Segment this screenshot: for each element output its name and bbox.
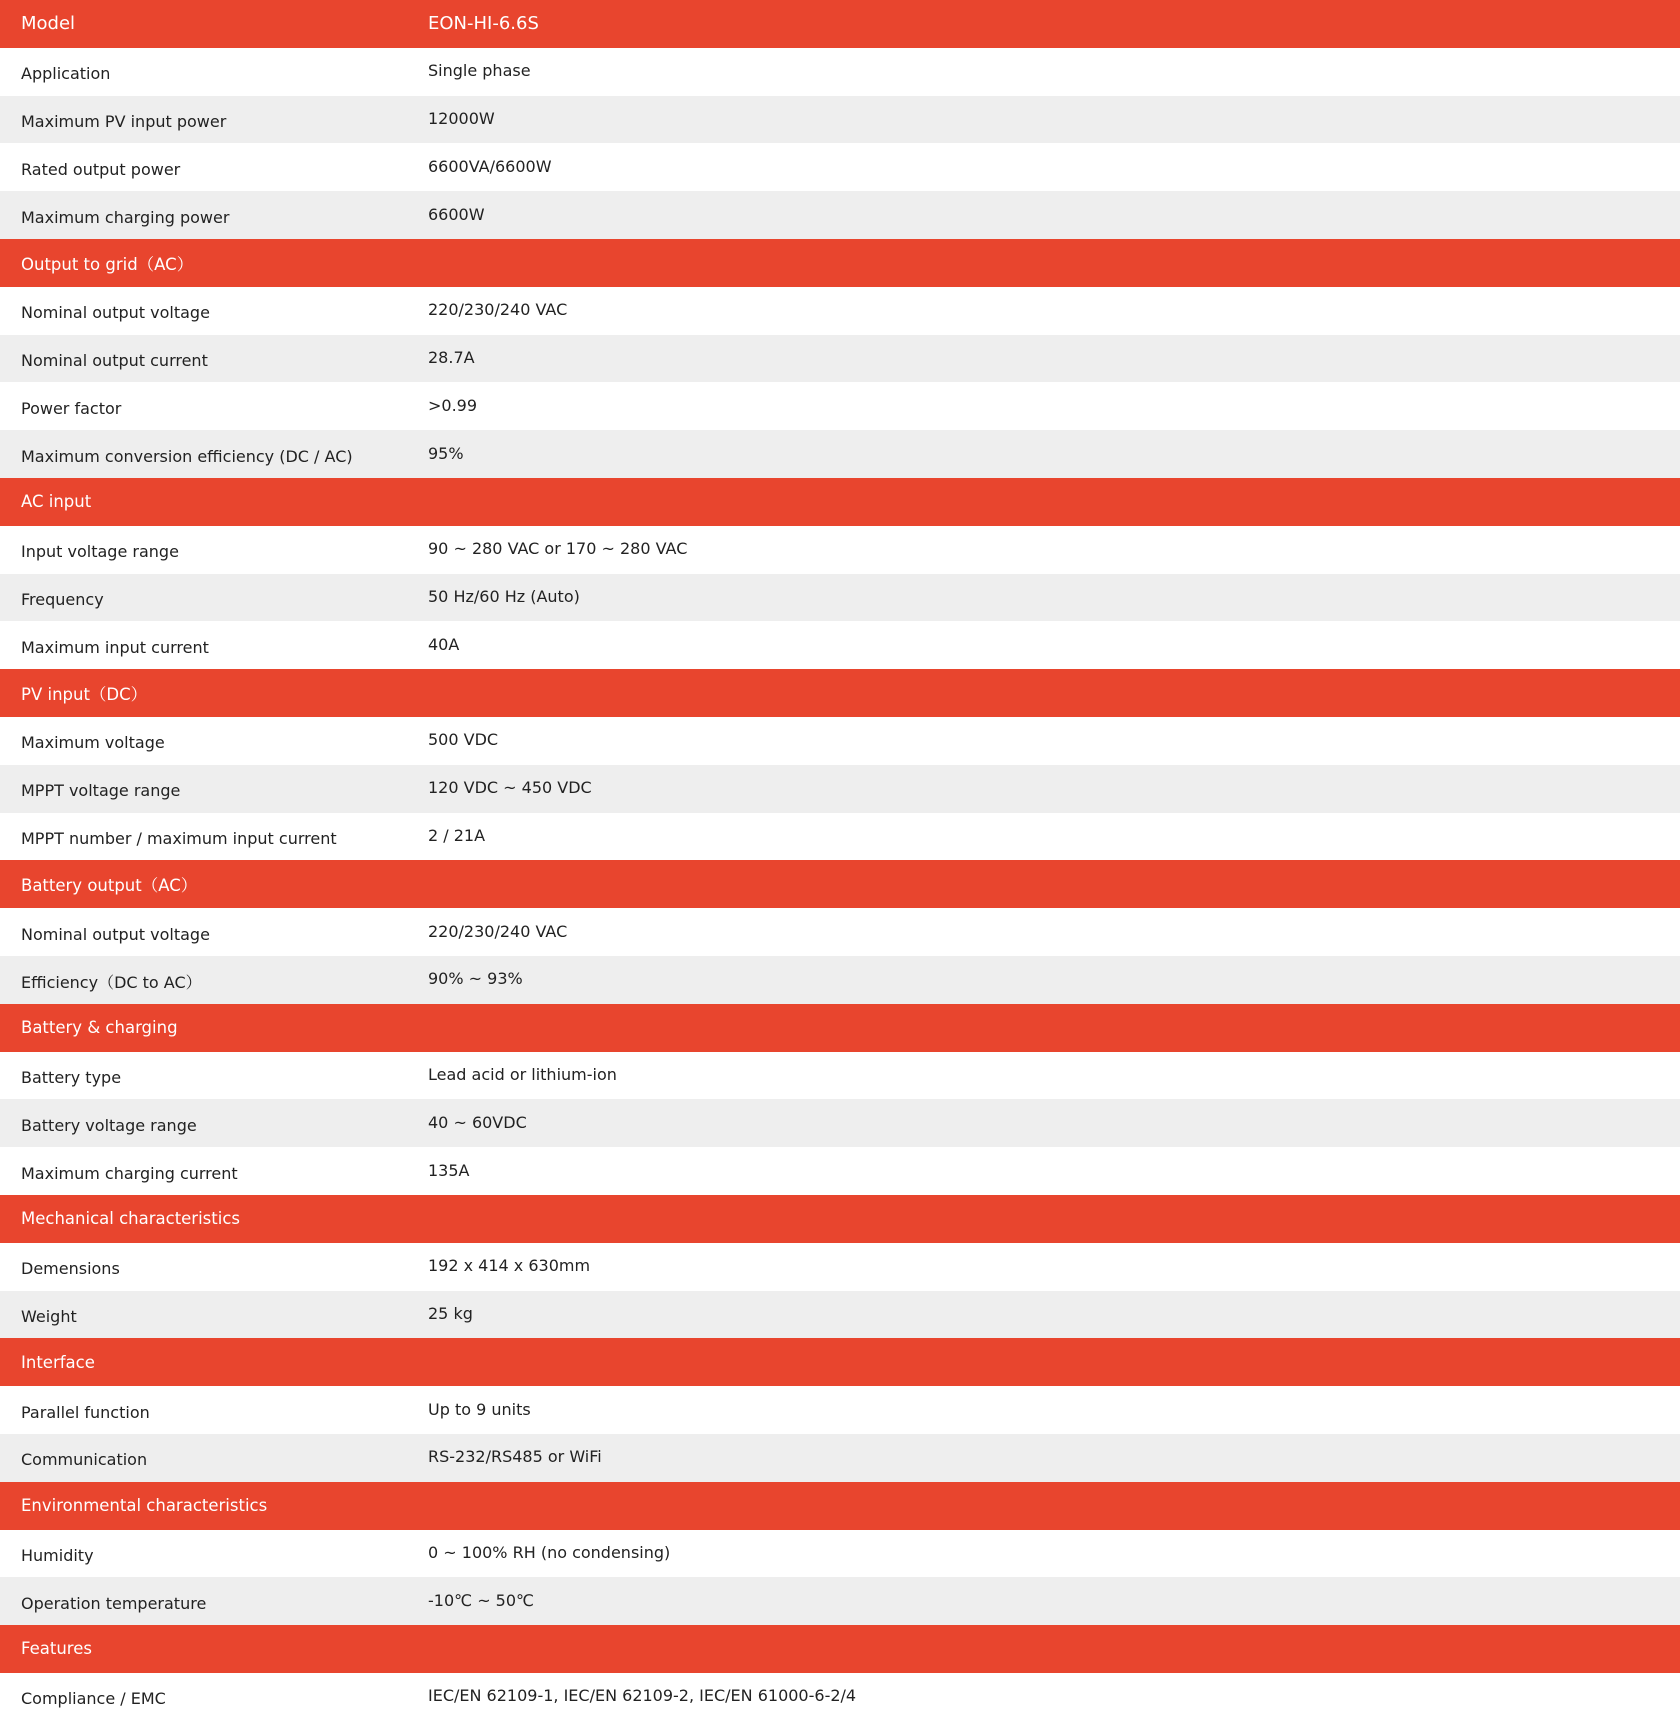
spec-row [0,574,1680,622]
spec-value: 28.7A [428,347,475,367]
section-header-row [0,1338,1680,1386]
section-header-row [0,478,1680,526]
spec-value: 40A [428,634,460,654]
spec-label: Nominal output voltage [21,303,210,323]
section-title: Battery output（AC） [21,876,198,896]
spec-row [0,813,1680,861]
spec-value: 192 x 414 x 630mm [428,1256,591,1276]
spec-label: Parallel function [21,1402,150,1422]
spec-value: Single phase [428,61,531,81]
spec-row [0,1099,1680,1147]
model-value: EON-HI-6.6S [428,13,539,35]
spec-value: >0.99 [428,395,478,415]
spec-value: 50 Hz/60 Hz (Auto) [428,586,580,606]
section-header-row [0,669,1680,717]
spec-row [0,1052,1680,1100]
spec-row [0,1147,1680,1195]
spec-label: Communication [21,1450,148,1470]
section-title: Model [21,13,76,35]
spec-label: Power factor [21,398,122,418]
section-header-row [0,1004,1680,1052]
section-title: PV input（DC） [21,685,148,705]
spec-row [0,1673,1680,1721]
spec-row [0,287,1680,335]
spec-value: RS-232/RS485 or WiFi [428,1447,602,1467]
spec-label: Compliance / EMC [21,1689,166,1709]
spec-row [0,526,1680,574]
spec-label: Nominal output current [21,350,208,370]
spec-row [0,1530,1680,1578]
spec-value: 6600W [428,204,485,224]
spec-row [0,908,1680,956]
spec-row [0,956,1680,1004]
spec-value: 220/230/240 VAC [428,921,568,941]
spec-row [0,96,1680,144]
spec-label: Maximum charging power [21,207,230,227]
spec-label: MPPT number / maximum input current [21,828,337,848]
spec-row [0,1434,1680,1482]
spec-row [0,382,1680,430]
spec-label: Application [21,64,111,84]
section-title: Environmental characteristics [21,1496,268,1516]
spec-row [0,430,1680,478]
section-header-row [0,239,1680,287]
spec-value: 90 ~ 280 VAC or 170 ~ 280 VAC [428,539,688,559]
spec-row [0,765,1680,813]
spec-value: 12000W [428,108,495,128]
spec-value: 90% ~ 93% [428,969,523,989]
spec-value: IEC/EN 62109-1, IEC/EN 62109-2, IEC/EN 61000-6-2/4 [428,1686,857,1706]
spec-label: Operation temperature [21,1593,207,1613]
spec-value: 0 ~ 100% RH (no condensing) [428,1542,671,1562]
spec-label: Maximum voltage [21,733,165,753]
section-title: AC input [21,492,92,512]
spec-label: Weight [21,1306,77,1326]
spec-value: 120 VDC ~ 450 VDC [428,778,592,798]
section-header-row [0,1625,1680,1673]
spec-label: Rated output power [21,159,181,179]
section-header-row [0,860,1680,908]
spec-value: 6600VA/6600W [428,156,552,176]
spec-value: 135A [428,1160,470,1180]
spec-label: Frequency [21,589,104,609]
spec-label: Efficiency（DC to AC） [21,973,202,993]
section-title: Battery & charging [21,1018,178,1038]
spec-value: 500 VDC [428,730,499,750]
spec-row [0,1386,1680,1434]
spec-label: Battery type [21,1067,122,1087]
spec-row [0,335,1680,383]
section-title: Interface [21,1352,95,1372]
spec-label: Humidity [21,1545,94,1565]
section-title: Mechanical characteristics [21,1209,240,1229]
spec-row [0,1243,1680,1291]
spec-label: MPPT voltage range [21,781,181,801]
spec-row [0,143,1680,191]
spec-label: Maximum charging current [21,1163,238,1183]
spec-row [0,717,1680,765]
spec-row [0,48,1680,96]
spec-row [0,191,1680,239]
spec-value: -10℃ ~ 50℃ [428,1590,535,1610]
spec-value: 95% [428,443,464,463]
spec-row [0,1291,1680,1339]
spec-label: Maximum conversion efficiency (DC / AC) [21,446,353,466]
spec-label: Maximum input current [21,637,209,657]
spec-label: Maximum PV input power [21,111,227,131]
spec-value: 25 kg [428,1303,473,1323]
section-header-row [0,1195,1680,1243]
section-title: Output to grid（AC） [21,254,194,274]
spec-row [0,621,1680,669]
spec-label: Demensions [21,1259,120,1279]
spec-label: Nominal output voltage [21,924,210,944]
spec-value: Up to 9 units [428,1399,531,1419]
section-header-row [0,1482,1680,1530]
spec-value: 40 ~ 60VDC [428,1112,527,1132]
spec-row [0,1577,1680,1625]
spec-label: Battery voltage range [21,1115,197,1135]
spec-value: 2 / 21A [428,825,486,845]
spec-value: 220/230/240 VAC [428,300,568,320]
section-title: Features [21,1639,92,1659]
spec-value: Lead acid or lithium-ion [428,1064,617,1084]
model-header-row [0,0,1680,48]
spec-label: Input voltage range [21,542,179,562]
